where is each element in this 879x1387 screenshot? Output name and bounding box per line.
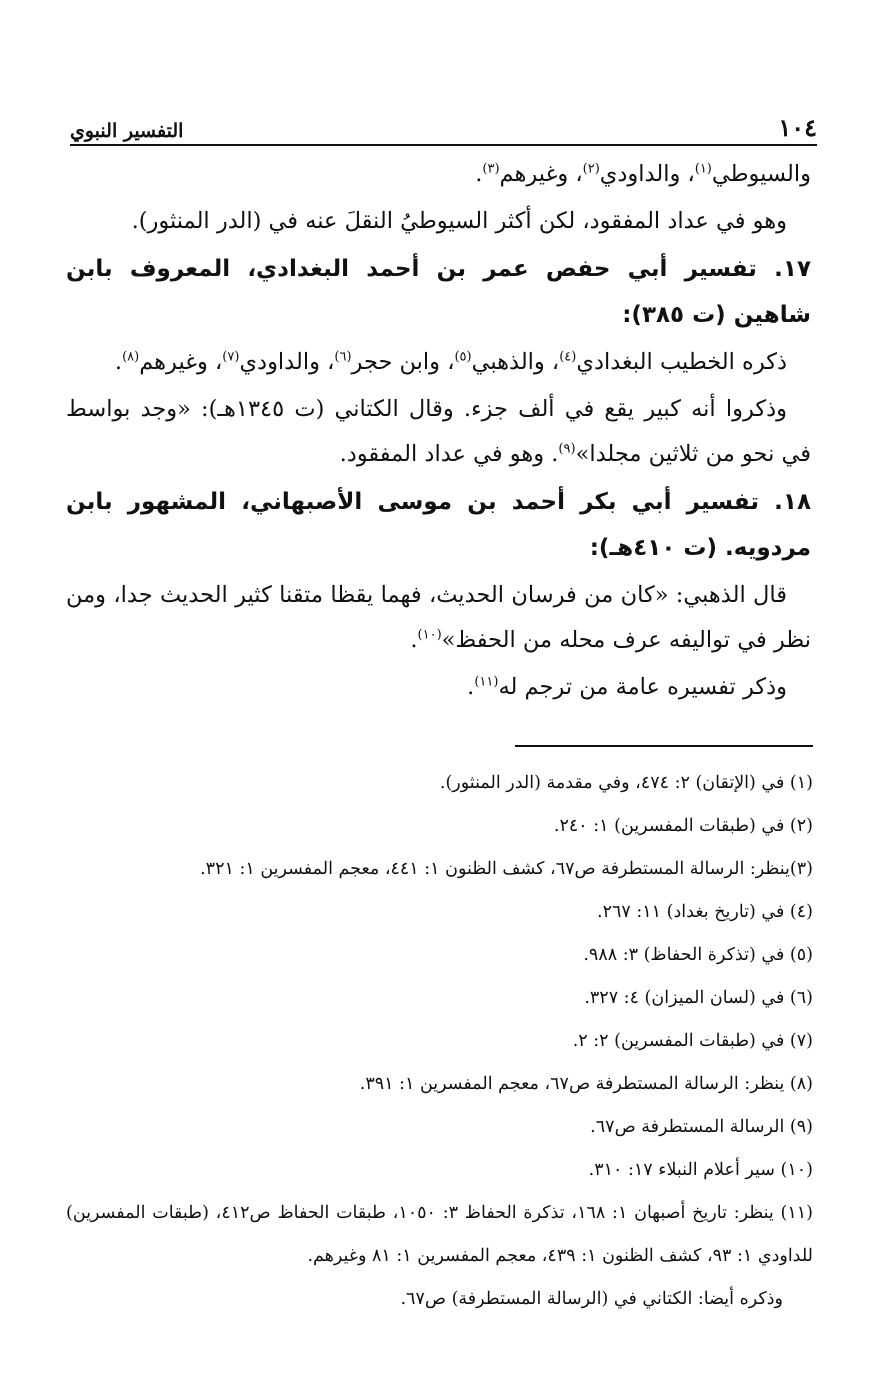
text-span: قال الذهبي: «كان من فرسان الحديث، فهما يقظا متقنا كثير الحديث جدا، ومن نظر في تواليفه عرف محله من الحفظ» — [66, 582, 811, 653]
text-span: ذكره الخطيب البغدادي — [576, 349, 787, 375]
footnote-ref: (٦) — [334, 349, 352, 365]
text-span: وذكر تفسيره عامة من ترجم له — [498, 674, 787, 700]
footnote-ref: (١) — [694, 161, 712, 177]
footnote-2: (٢) في (طبقات المفسرين) ١: ٢٤٠. — [553, 816, 813, 836]
text-span: . وهو في عداد المفقود. — [339, 441, 559, 467]
footnote-11: (١١) ينظر: تاريخ أصبهان ١: ١٦٨، تذكرة الحفاظ ٣: ١٠٥٠، طبقات الحفاظ ص٤١٢، (طبقات المفسرين) للداودي ١: ٩٣، كشف الظنون ١: ٤٣٩، معجم المفسرين ١: ٨١ وغيرهم. — [66, 1203, 813, 1266]
footnote-4: (٤) في (تاريخ بغداد) ١١: ٢٦٧. — [597, 902, 813, 922]
footnote-10: (١٠) سير أعلام النبلاء ١٧: ٣١٠. — [588, 1160, 813, 1180]
paragraph-6 — [66, 665, 811, 710]
footnote-ref: (١١) — [474, 674, 499, 690]
footnote-7: (٧) في (طبقات المفسرين) ٢: ٢. — [572, 1031, 813, 1051]
text-span: . — [467, 674, 475, 700]
footnote-ref: (٥) — [454, 349, 472, 365]
paragraph-2: وهو في عداد المفقود، لكن أكثر السيوطيُ النقلَ عنه في (الدر المنثور). — [131, 208, 787, 234]
text-span: ، وغيرهم — [139, 349, 223, 375]
main-text — [66, 152, 811, 712]
paragraph-1 — [66, 152, 811, 197]
text-span: . — [114, 349, 123, 375]
text-span: . — [475, 161, 483, 187]
footnote-8: (٨) ينظر: الرسالة المستطرفة ص٦٧، معجم المفسرين ١: ٣٩١. — [359, 1074, 813, 1094]
footnote-5: (٥) في (تذكرة الحفاظ) ٣: ٩٨٨. — [583, 945, 813, 965]
footnote-ref: (٣) — [482, 161, 500, 177]
footnote-ref: (٨) — [122, 349, 140, 365]
footnote-ref: (٢) — [582, 161, 600, 177]
text-span: . — [410, 627, 418, 653]
page-number: ١٠٤ — [778, 113, 817, 142]
text-span: وذكروا أنه كبير يقع في ألف جزء. وقال الكتاني (ت ١٣٤٥هـ): «وجد بواسط في نحو من ثلاثين مجلدا» — [66, 396, 811, 467]
text-span: ، والداودي — [239, 349, 335, 375]
text-span: ، والداودي — [599, 161, 695, 187]
footnote-1: (١) في (الإتقان) ٢: ٤٧٤، وفي مقدمة (الدر المنثور). — [439, 773, 813, 793]
footnotes — [66, 762, 813, 1321]
footnote-separator — [515, 745, 813, 747]
text-span: والسيوطي — [711, 161, 811, 187]
text-span: ، والذهبي — [471, 349, 560, 375]
footnote-ref: (٧) — [222, 349, 240, 365]
footnote-3: (٣)ينظر: الرسالة المستطرفة ص٦٧، كشف الظنون ١: ٤٤١، معجم المفسرين ١: ٣٢١. — [200, 859, 813, 879]
footnote-ref: (١٠) — [417, 627, 442, 643]
section-heading-17: ١٧. تفسير أبي حفص عمر بن أحمد البغدادي، المعروف بابن شاهين (ت ٣٨٥): — [66, 256, 811, 328]
footnote-ref: (٩) — [558, 441, 576, 457]
text-span: ، وغيرهم — [499, 161, 583, 187]
section-heading-18: ١٨. تفسير أبي بكر أحمد بن موسى الأصبهاني، المشهور بابن مردويه. (ت ٤١٠هـ): — [66, 489, 811, 561]
page-header — [70, 108, 817, 146]
footnote-6: (٦) في (لسان الميزان) ٤: ٣٢٧. — [584, 988, 813, 1008]
paragraph-3 — [66, 340, 811, 385]
footnote-11-continuation: وذكره أيضا: الكتاني في (الرسالة المستطرفة) ص٦٧. — [400, 1289, 783, 1309]
paragraph-4 — [66, 387, 811, 477]
footnote-ref: (٤) — [559, 349, 577, 365]
running-title: التفسير النبوي — [70, 120, 184, 142]
text-span: ، وابن حجر — [351, 349, 455, 375]
footnote-9: (٩) الرسالة المستطرفة ص٦٧. — [590, 1117, 813, 1137]
paragraph-5 — [66, 573, 811, 663]
